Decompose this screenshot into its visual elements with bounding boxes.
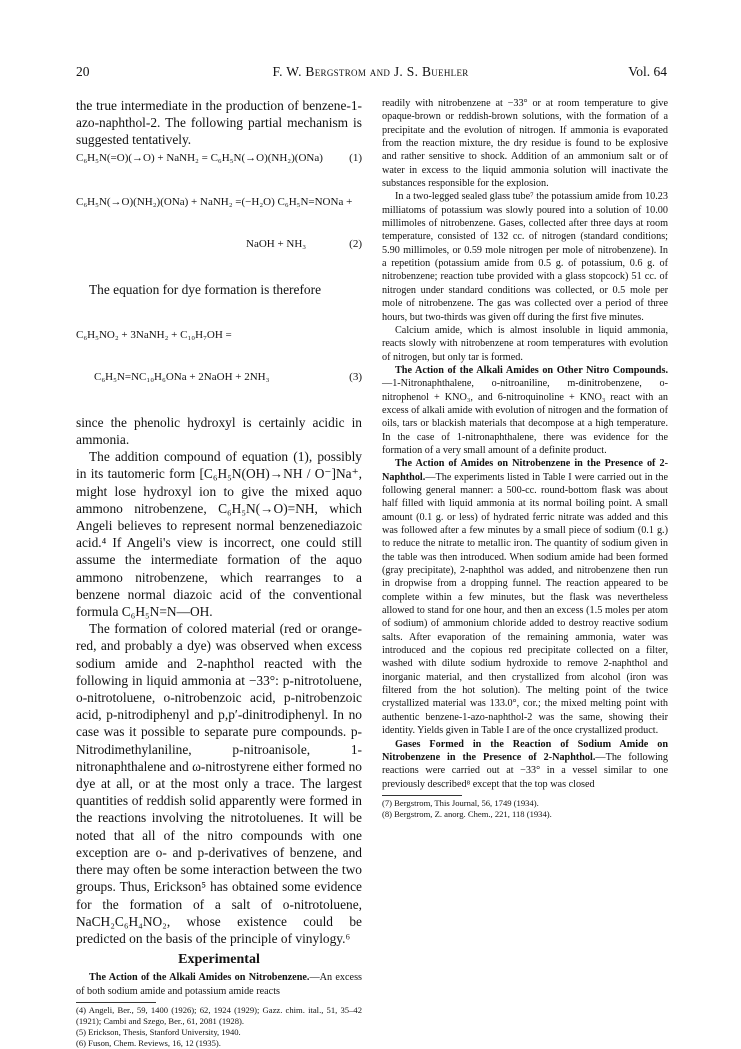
paragraph-text: —An excess of both sodium amide and potassium amide reacts <box>76 972 363 997</box>
equation-3 <box>76 300 362 412</box>
paragraph: Calcium amide, which is almost insoluble in liquid ammonia, reacts slowly with nitrobenzene at room temperatures with evolution of nitrogen, but only tar is formed. <box>382 324 668 363</box>
equation-line <box>76 237 362 251</box>
footnote-rule <box>382 795 462 796</box>
equation-text: C₆H₅N(→O)(NH₂)(ONa) + NaNH₂ =(−H₂O) C₆H₅N=NONa + <box>76 195 353 208</box>
running-header <box>0 64 741 84</box>
section-heading: Experimental <box>178 952 260 968</box>
paragraph-text: —1-Nitronaphthalene, o-nitroaniline, m-dinitrobenzene, o-nitrophenol + KNO₃, and 6-nitroquinoline + KNO₃ react with an excess of alkali amide with evolution of nitrogen and the formation of oils, tars or blackish materials that decompose at a high temperature. In the case of 1-nitronaphthalene, there was evidence for the formation of a very small amount of a definite product. <box>382 378 668 456</box>
paragraph: The addition compound of equation (1), possibly in its tautomeric form [C₆H₅N(OH)→NH / O⁻]Na⁺, might lose hydroxyl ion to give the mixed aquo ammono nitrobenzene, C₆H₅N(→O)=NH, which Angeli believes to represent normal benzenediazoic acid.⁴ If Angeli's view is incorrect, one could still assume the intermediate formation of the aquo ammono nitrobenzene, which rearranges to a benzene normal diazoic acid of the conventional formula C₆H₅N=N—OH. <box>76 449 362 620</box>
equation-number: (2) <box>349 237 362 250</box>
paragraph: In a two-legged sealed glass tube⁷ the potassium amide from 10.23 milliatoms of potassium was slowly poured into a solution of 10.00 millimoles of nitrobenzene. Gases, collected after three days at room temperature, consisted of 132 cc. of nitrogen (standard conditions; 5.90 millimoles, or 0.59 mole nitrogen per mole of nitrobenzene). In a repetition (potassium amide from 0.5 g. of potassium, 0.6 g. of nitrobenzene; reaction tube provided with a glass stopcock) 51 cc. of nitrogen under standard conditions was collected, or 0.5 mole per mole of nitrobenzene. The gas was collected over a period of three hours, but two-thirds was given off during the first five minutes. <box>382 191 668 323</box>
paragraph <box>76 971 362 998</box>
footnote: (6) Fuson, Chem. Reviews, 16, 12 (1935). <box>76 1038 221 1048</box>
equation-text: C₆H₅N(=O)(→O) + NaNH₂ = C₆H₅N(→O)(NH₂)(ONa) <box>76 151 323 164</box>
paragraph: since the phenolic hydroxyl is certainly acidic in ammonia. <box>76 414 362 448</box>
run-in-heading: The Action of the Alkali Amides on Other Nitro Compounds. <box>395 364 668 376</box>
equation-number: (3) <box>349 370 362 383</box>
equation-number: (1) <box>349 151 362 164</box>
paragraph-text: —The experiments listed in Table I were carried out in the following general manner: a 500-cc. round-bottom flask was about half filled with liquid ammonia at its normal boiling point. A small amount (0.1 g. or less) of hydrated ferric nitrate was added and this was followed after a few minutes by a small piece of sodium (0.1 g.) to reduce the nitrate to metallic iron. The quantity of sodium given in the table was then introduced. When sodium amide had been formed (gray precipitate), 2-naphthol was added, and nitrobenzene then run in dropwise from a dropping funnel. The reaction appeared to be complete within a few minutes, but the flask was nevertheless allowed to stand for one hour, and then an excess (1.5 moles per atom of sodium) of ammonium chloride added to destroy reactive sodium salts. After evaporation of the remaining ammonia, water was introduced and the copious red precipitate collected on a filter, washed with dilute sodium hydroxide to remove 2-naphthol and inorganic material, and then crystallized from alcohol (iron was filtered from the hot solution). The melting point of the twice crystallized material was 133.0°, cor.; the mixed melting point with authentic benzene-1-azo-naphthol-2 was the same, showing their identity. Yields given in Table I are of the once crystallized product. <box>382 471 668 737</box>
paragraph <box>382 364 668 457</box>
equation-2 <box>76 167 362 279</box>
paragraph: The formation of colored material (red or orange-red, and probably a dye) was observed when excess sodium amide and 2-naphthol reacted with the following in liquid ammonia at −33°: p-nitrotoluene, o-nitrotoluene, o-nitrobenzoic acid, p-nitrobenzoic acid, p-nitrodiphenyl and p,p′-dinitrodiphenyl. In no case was it possible to separate pure compounds. p-Nitrodimethylaniline, p-nitroanisole, 1-nitronaphthalene and ω-nitrostyrene either formed no dye at all, or at the most only a trace. The largest quantities of reddish solid apparently were formed in the reactions involving the nitrotoluenes. It will be noted that all of the nitro compounds with one exception are o- and p-derivatives of benzene, and there may often be some interaction between the two groups. Thus, Erickson⁵ has obtained some evidence for the formation of a salt of o-nitrotoluene, NaCH₂C₆H₄NO₂, whose existence could be predicted on the basis of the principle of vinylogy.⁶ <box>76 621 362 946</box>
run-in-heading: The Action of the Alkali Amides on Nitrobenzene. <box>89 972 310 984</box>
paragraph: The equation for dye formation is therefore <box>89 281 322 297</box>
footnote: (5) Erickson, Thesis, Stanford University, 1940. <box>76 1027 241 1037</box>
equation-line <box>76 370 362 384</box>
paragraph-text: —The following reactions were carried out at −33° in a vessel similar to one previously described⁸ except that the top was closed <box>382 751 668 790</box>
equation-text: NaOH + NH₃ <box>246 237 307 250</box>
footnote: (4) Angeli, Ber., 59, 1400 (1926); 62, 1924 (1929); Gazz. chim. ital., 51, 35–42 (1921); Cambi and Szego, Ber., 61, 2081 (1928). <box>76 1005 362 1026</box>
run-in-heading: The Action of Amides on Nitrobenzene in the Presence of 2-Naphthol. <box>382 458 668 483</box>
paragraph <box>382 457 668 737</box>
paragraph: the true intermediate in the production of benzene-1-azo-naphthol-2. The following partial mechanism is suggested tentatively. <box>76 98 362 148</box>
paragraph <box>382 738 668 791</box>
equation-text: C₆H₅N=NC₁₀H₆ONa + 2NaOH + 2NH₃ <box>94 370 270 383</box>
run-in-heading: Gases Formed in the Reaction of Sodium Amide on Nitrobenzene in the Presence of 2-Naphthol. <box>382 738 668 763</box>
running-title: F. W. Bergstrom and J. S. Buehler <box>272 64 469 79</box>
footnote: (7) Bergstrom, This Journal, 56, 1749 (1934). <box>382 797 539 808</box>
paragraph: readily with nitrobenzene at −33° or at room temperature to give opaque-brown or reddish-brown solutions, with the formation of a precipitate and the evolution of nitrogen. If ammonia is evaporated from the reaction mixture, the dry residue is found to be explosive and rather sensitive to shock. Addition of an ammonium salt or of water in excess to the liquid ammonia solution will inactivate the substances responsible for the explosion. <box>382 98 668 190</box>
volume-label: Vol. 64 <box>628 64 667 79</box>
left-column <box>76 97 362 1049</box>
equation-text: C₆H₅NO₂ + 3NaNH₂ + C₁₀H₇OH = <box>76 328 232 341</box>
footnote: (8) Bergstrom, Z. anorg. Chem., 221, 118 (1934). <box>382 808 552 819</box>
page-number: 20 <box>76 64 90 79</box>
right-column <box>382 97 668 820</box>
footnote-rule <box>76 1002 156 1003</box>
equation-1 <box>76 151 362 165</box>
